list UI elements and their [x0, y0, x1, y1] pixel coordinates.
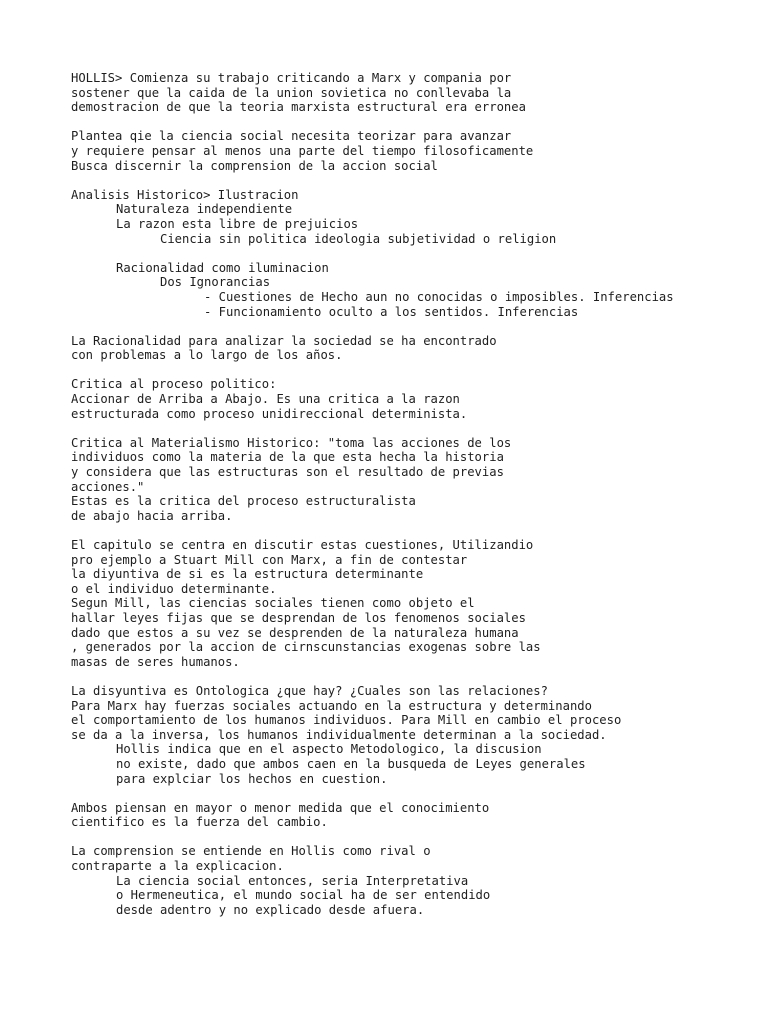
text-line: de abajo hacia arriba. — [71, 508, 233, 523]
paragraph — [71, 334, 751, 363]
text-line: Accionar de Arriba a Abajo. Es una critica a la razon — [71, 392, 460, 407]
text-line: Ciencia sin politica ideologia subjetividad o religion — [160, 231, 557, 246]
paragraph — [71, 844, 751, 917]
text-line: estructurada como proceso unidireccional determinista. — [71, 406, 468, 421]
text-line: demostracion de que la teoria marxista estructural era erronea — [71, 100, 526, 115]
text-line: HOLLIS> Comienza su trabajo criticando a Marx y compania por — [71, 71, 512, 85]
text-line: Analisis Historico> Ilustracion — [71, 187, 299, 202]
text-line: para explciar los hechos en cuestion. — [116, 771, 388, 786]
text-line: - Funcionamiento oculto a los sentidos. Inferencias — [204, 304, 579, 319]
text-line: Plantea qie la ciencia social necesita teorizar para avanzar — [71, 129, 512, 144]
text-line: , generados por la accion de cirnscunstancias exogenas sobre las — [71, 640, 541, 655]
text-line: Ambos piensan en mayor o menor medida que el conocimiento — [71, 800, 490, 815]
text-line: y requiere pensar al menos una parte del tiempo filosoficamente — [71, 143, 534, 158]
text-line: o Hermeneutica, el mundo social ha de ser entendido — [116, 888, 491, 903]
text-line: La Racionalidad para analizar la sociedad se ha encontrado — [71, 333, 497, 348]
text-line: con problemas a lo largo de los años. — [71, 348, 343, 363]
text-line: Para Marx hay fuerzas sociales actuando en la estructura y determinando — [71, 698, 592, 713]
text-line: cientifico es la fuerza del cambio. — [71, 815, 328, 830]
paragraph — [71, 188, 751, 246]
text-line: Critica al Materialismo Historico: "toma las acciones de los — [71, 435, 512, 450]
text-line: o el individuo determinante. — [71, 581, 277, 596]
text-line: pro ejemplo a Stuart Mill con Marx, a fin de contestar — [71, 552, 468, 567]
text-line: La razon esta libre de prejuicios — [116, 216, 359, 231]
paragraph — [71, 684, 751, 786]
text-line: La disyuntiva es Ontologica ¿que hay? ¿Cuales son las relaciones? — [71, 683, 548, 698]
text-line: Racionalidad como iluminacion — [116, 260, 329, 275]
text-line: se da a la inversa, los humanos individualmente determinan a la sociedad. — [71, 727, 607, 742]
text-line: Segun Mill, las ciencias sociales tienen como objeto el — [71, 596, 475, 611]
text-line: sostener que la caida de la union sovietica no conllevaba la — [71, 85, 512, 100]
document-body — [71, 71, 751, 932]
text-line: masas de seres humanos. — [71, 654, 240, 669]
paragraph — [71, 129, 751, 173]
text-line: Critica al proceso politico: — [71, 377, 277, 392]
text-line: y considera que las estructuras son el resultado de previas — [71, 465, 504, 480]
paragraph — [71, 436, 751, 524]
text-line: Busca discernir la comprension de la accion social — [71, 158, 438, 173]
text-line: contraparte a la explicacion. — [71, 859, 284, 874]
text-line: dado que estos a su vez se desprenden de la naturaleza humana — [71, 625, 519, 640]
paragraph — [71, 261, 751, 319]
text-line: Estas es la critica del proceso estructuralista — [71, 494, 416, 509]
text-line: acciones." — [71, 479, 145, 494]
text-line: Dos Ignorancias — [160, 275, 271, 290]
text-line: individuos como la materia de la que esta hecha la historia — [71, 450, 504, 465]
text-line: Naturaleza independiente — [116, 202, 293, 217]
text-line: no existe, dado que ambos caen en la busqueda de Leyes generales — [116, 756, 586, 771]
text-line: Hollis indica que en el aspecto Metodologico, la discusion — [116, 742, 542, 757]
text-line: el comportamiento de los humanos individuos. Para Mill en cambio el proceso — [71, 713, 622, 728]
paragraph — [71, 538, 751, 669]
text-line: La ciencia social entonces, seria Interpretativa — [116, 873, 469, 888]
text-line: la diyuntiva de si es la estructura determinante — [71, 567, 424, 582]
text-line: La comprension se entiende en Hollis como rival o — [71, 844, 431, 859]
text-line: hallar leyes fijas que se desprendan de los fenomenos sociales — [71, 610, 526, 625]
paragraph — [71, 71, 751, 115]
paragraph — [71, 801, 751, 830]
text-line: El capitulo se centra en discutir estas cuestiones, Utilizandio — [71, 538, 534, 552]
paragraph — [71, 377, 751, 421]
text-line: - Cuestiones de Hecho aun no conocidas o imposibles. Inferencias — [204, 289, 674, 304]
text-line: desde adentro y no explicado desde afuera. — [116, 902, 425, 917]
